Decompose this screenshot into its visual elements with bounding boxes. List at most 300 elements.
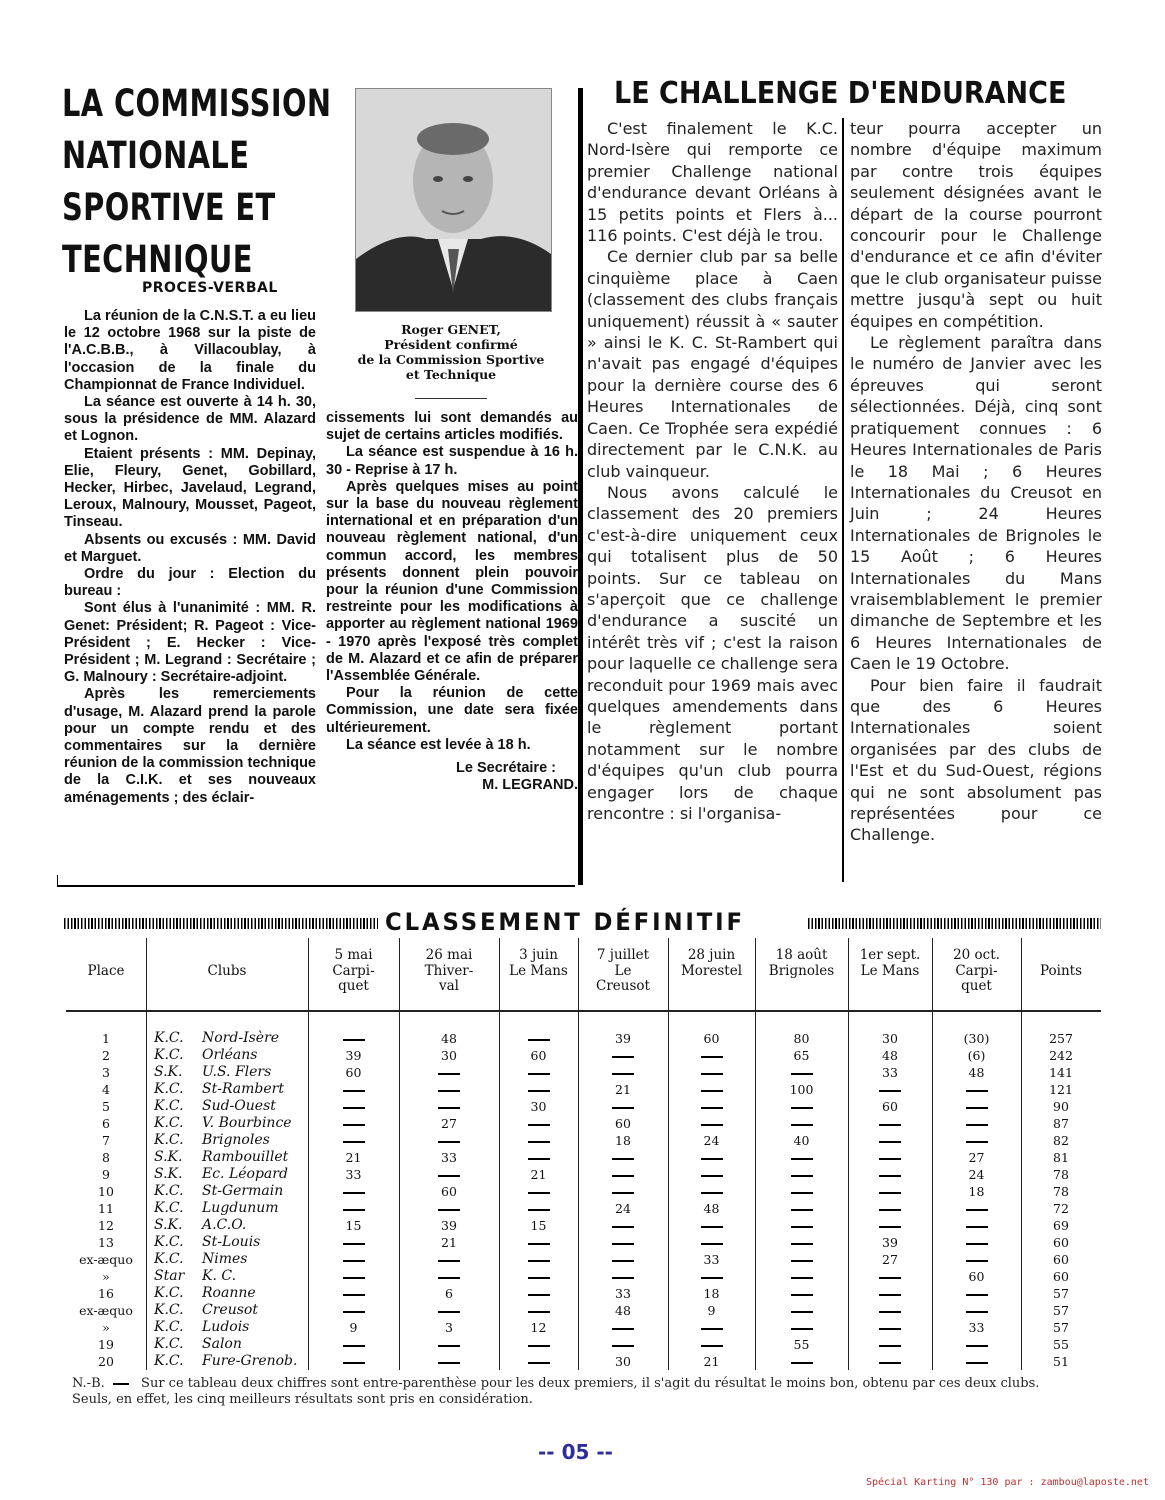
points-cell: 82	[1053, 1133, 1069, 1148]
score-cell	[399, 1336, 499, 1353]
paragraph: Pour la réunion de cette Commission, une date sera fixée ultérieurement.	[326, 685, 578, 736]
empty-dash	[528, 1158, 550, 1160]
empty-dash	[791, 1175, 813, 1177]
header-line: Place	[87, 963, 125, 979]
portrait-figure	[356, 89, 551, 311]
empty-dash	[879, 1192, 901, 1194]
caption-line: Roger GENET,	[401, 322, 501, 337]
score-cell: 80	[793, 1031, 810, 1046]
score-cell: 15	[345, 1218, 362, 1233]
score-cell: 65	[793, 1048, 810, 1063]
header-line: val	[439, 978, 459, 994]
score-cell	[578, 1336, 668, 1353]
empty-dash	[528, 1362, 550, 1364]
club-name: Creusot	[202, 1302, 258, 1318]
score-cell	[399, 1200, 499, 1217]
score-cell: 33	[882, 1065, 898, 1080]
cnst-title	[62, 78, 332, 286]
header-line: 20 oct.	[953, 947, 1000, 963]
score-cell	[308, 1098, 399, 1115]
club-name: Fure-Grenob.	[202, 1353, 298, 1369]
paragraph: teur pourra accepter un nombre d'équipe maximum par contre trois équipes seulement désignées avant le départ de la course pourront concourir pour le Challenge d'endurance et ce afin d'éviter que le club organisateur puisse mettre jusqu'à sept ou huit équipes en compétition.	[850, 119, 1102, 331]
club-prefix: S.K.	[154, 1217, 183, 1233]
empty-dash	[879, 1175, 901, 1177]
score-cell	[755, 1183, 848, 1200]
club-prefix: K.C.	[154, 1251, 184, 1267]
score-cell: 21	[530, 1167, 547, 1182]
score-cell	[308, 1234, 399, 1251]
empty-dash	[612, 1260, 634, 1262]
score-cell: 33	[615, 1286, 631, 1301]
score-cell	[499, 1081, 578, 1098]
score-cell: 60	[882, 1099, 898, 1114]
score-cell	[755, 1353, 848, 1370]
place-cell: 20	[98, 1354, 114, 1369]
score-cell	[308, 1268, 399, 1285]
place-cell: 9	[102, 1167, 110, 1182]
points-cell: 90	[1053, 1099, 1069, 1114]
club-name: Ec. Léopard	[202, 1166, 288, 1182]
score-cell: 6	[445, 1286, 453, 1301]
empty-dash	[343, 1362, 365, 1364]
empty-dash	[701, 1226, 723, 1228]
header-line: Clubs	[207, 963, 247, 979]
empty-dash	[528, 1277, 550, 1279]
empty-dash	[701, 1056, 723, 1058]
score-cell: 48	[882, 1048, 898, 1063]
points-cell: 87	[1053, 1116, 1069, 1131]
score-cell	[578, 1234, 668, 1251]
club-name: Orléans	[202, 1047, 258, 1063]
empty-dash	[438, 1345, 460, 1347]
club-name: Brignoles	[202, 1132, 270, 1148]
score-cell	[755, 1064, 848, 1081]
paragraph: Sont élus à l'unanimité : MM. R. Genet: Président; R. Pageot : Vice-Président ; E. Hecker : Vice-Président ; M. Legrand : Secrétaire ; G. Malnoury : Secrétaire-adjoint.	[64, 600, 316, 686]
score-cell	[668, 1268, 755, 1285]
score-cell: 21	[615, 1082, 631, 1097]
score-cell	[668, 1183, 755, 1200]
score-cell	[499, 1200, 578, 1217]
club-name: Salon	[202, 1336, 242, 1352]
club-prefix: K.C.	[154, 1030, 184, 1046]
score-cell: 60	[615, 1116, 631, 1131]
score-cell	[308, 1200, 399, 1217]
place-cell: »	[102, 1320, 110, 1335]
empty-dash	[879, 1362, 901, 1364]
empty-dash	[343, 1311, 365, 1313]
club-prefix: K.C.	[154, 1353, 184, 1369]
place-cell: ex-æquo	[79, 1303, 133, 1318]
points-cell: 69	[1053, 1218, 1069, 1233]
score-cell: 24	[615, 1201, 631, 1216]
score-cell	[668, 1234, 755, 1251]
club-name: K. C.	[202, 1268, 237, 1284]
club-name: Rambouillet	[202, 1149, 289, 1165]
points-cell: 72	[1053, 1201, 1069, 1216]
place-cell: 1	[102, 1031, 110, 1046]
points-cell: 81	[1053, 1150, 1069, 1165]
empty-dash	[438, 1311, 460, 1313]
points-cell: 141	[1049, 1065, 1073, 1080]
empty-dash	[966, 1311, 988, 1313]
club-name: Roanne	[202, 1285, 256, 1301]
score-cell	[755, 1268, 848, 1285]
note-text: Sur ce tableau deux chiffres sont entre-parenthèse pour les deux premiers, il s'agit du résultat le moins bon, obtenu par ces deux clubs. Seuls, en effet, les cinq meilleurs résultats sont pris en considération.	[72, 1376, 1040, 1407]
empty-dash	[701, 1073, 723, 1075]
empty-dash	[612, 1328, 634, 1330]
title-hatch-left	[64, 918, 378, 929]
column-header	[1021, 964, 1101, 980]
score-cell	[668, 1336, 755, 1353]
club-prefix: K.C.	[154, 1047, 184, 1063]
score-cell	[932, 1115, 1021, 1132]
header-line: 28 juin	[687, 947, 736, 963]
paragraph: La séance est levée à 18 h.	[346, 736, 531, 753]
cnst-column-1	[64, 308, 316, 807]
empty-dash	[612, 1345, 634, 1347]
club-name: Ludois	[202, 1319, 250, 1335]
score-cell: 39	[882, 1235, 898, 1250]
score-cell	[668, 1217, 755, 1234]
points-cell: 55	[1053, 1337, 1069, 1352]
empty-dash	[966, 1260, 988, 1262]
header-line: Le	[614, 962, 632, 979]
score-cell	[755, 1234, 848, 1251]
place-cell: 13	[98, 1235, 114, 1250]
empty-dash	[791, 1311, 813, 1313]
paragraph: Ordre du jour : Election du bureau :	[64, 566, 316, 600]
empty-dash	[879, 1294, 901, 1296]
score-cell	[399, 1081, 499, 1098]
score-cell	[932, 1081, 1021, 1098]
header-rule	[66, 1010, 1101, 1012]
score-cell	[755, 1115, 848, 1132]
empty-dash	[966, 1362, 988, 1364]
points-cell: 51	[1053, 1354, 1069, 1369]
score-cell: 39	[615, 1031, 631, 1046]
score-cell: 39	[441, 1218, 457, 1233]
header-line: 7 juillet	[596, 947, 650, 963]
score-cell	[932, 1217, 1021, 1234]
empty-dash	[791, 1260, 813, 1262]
proces-verbal-heading: PROCES-VERBAL	[142, 280, 278, 296]
empty-dash	[879, 1124, 901, 1126]
score-cell	[755, 1149, 848, 1166]
header-line: Le Mans	[509, 962, 568, 979]
empty-dash	[528, 1192, 550, 1194]
score-cell	[755, 1285, 848, 1302]
header-line: quet	[961, 978, 992, 994]
score-cell	[578, 1149, 668, 1166]
score-cell	[668, 1166, 755, 1183]
score-cell	[932, 1285, 1021, 1302]
empty-dash	[701, 1124, 723, 1126]
club-prefix: K.C.	[154, 1183, 184, 1199]
score-cell	[499, 1285, 578, 1302]
empty-dash	[791, 1243, 813, 1245]
score-cell	[668, 1081, 755, 1098]
empty-dash	[612, 1226, 634, 1228]
club-name: St-Germain	[202, 1183, 284, 1199]
score-cell	[308, 1183, 399, 1200]
score-cell: 27	[968, 1150, 985, 1165]
paragraph: cissements lui sont demandés au sujet de certains articles modifiés.	[326, 410, 578, 444]
empty-dash	[791, 1073, 813, 1075]
club-prefix: K.C.	[154, 1115, 184, 1131]
score-cell	[578, 1047, 668, 1064]
empty-dash	[791, 1158, 813, 1160]
score-cell	[308, 1081, 399, 1098]
score-cell	[578, 1319, 668, 1336]
place-cell: 12	[98, 1218, 114, 1233]
header-line: 1er sept.	[859, 947, 921, 963]
score-cell: 9	[707, 1303, 716, 1318]
article-divider	[578, 88, 583, 885]
score-cell: 39	[345, 1048, 362, 1063]
header-line: 3 juin	[519, 947, 558, 963]
score-cell: 15	[530, 1218, 547, 1233]
score-cell	[932, 1336, 1021, 1353]
score-cell: 60	[968, 1269, 985, 1284]
score-cell	[499, 1353, 578, 1370]
score-cell: 18	[615, 1133, 631, 1148]
empty-dash	[528, 1345, 550, 1347]
score-cell	[399, 1166, 499, 1183]
empty-dash	[966, 1226, 988, 1228]
column-header	[668, 948, 755, 979]
header-line: Creusot	[596, 978, 650, 994]
empty-dash	[438, 1175, 460, 1177]
club-prefix: S.K.	[154, 1149, 183, 1165]
empty-dash	[528, 1090, 550, 1092]
score-cell	[399, 1064, 499, 1081]
empty-dash	[612, 1192, 634, 1194]
empty-dash	[701, 1107, 723, 1109]
empty-dash	[343, 1090, 365, 1092]
empty-dash	[966, 1243, 988, 1245]
header-line: Carpi-	[955, 962, 998, 979]
score-cell: 33	[703, 1252, 720, 1267]
challenge-title: LE CHALLENGE D'ENDURANCE	[614, 76, 1067, 111]
empty-dash	[528, 1124, 550, 1126]
score-cell	[932, 1200, 1021, 1217]
score-cell	[578, 1064, 668, 1081]
empty-dash	[791, 1362, 813, 1364]
empty-dash	[438, 1090, 460, 1092]
header-line: quet	[338, 978, 369, 994]
cnst-column-2-paragraphs	[326, 410, 578, 754]
challenge-column-1	[587, 118, 838, 824]
empty-dash	[791, 1328, 813, 1330]
header-line: Thiver-	[424, 962, 474, 979]
score-cell	[399, 1251, 499, 1268]
column-header	[932, 948, 1021, 995]
club-prefix: K.C.	[154, 1336, 184, 1352]
score-cell	[399, 1302, 499, 1319]
empty-dash	[791, 1209, 813, 1211]
ranking-note	[72, 1376, 1072, 1408]
club-name: St-Louis	[202, 1234, 261, 1250]
score-cell	[668, 1115, 755, 1132]
score-cell: 9	[349, 1320, 358, 1335]
paragraph: Après quelques mises au point sur la base du nouveau règlement international et en préparation d'un nouveau règlement national, d'un commun accord, les membres présents donnent plein pouvoir pour la réunion d'une Commission restreinte pour les modifications à apporter au règlement national 1969 - 1970 après l'exposé très complet de M. Alazard et ce afin de préparer l'Assemblée Générale.	[326, 478, 578, 685]
score-cell: 48	[703, 1201, 720, 1216]
title-line: NATIONALE	[62, 134, 250, 177]
score-cell	[755, 1166, 848, 1183]
score-cell: 18	[703, 1286, 720, 1301]
empty-dash	[343, 1209, 365, 1211]
score-cell: 24	[968, 1167, 985, 1182]
empty-dash	[438, 1073, 460, 1075]
paragraph: Pour bien faire il faudrait que des 6 Heures Internationales soient organisées par des clubs de l'Est et du Sud-Ouest, régions qui ne sont absolument pas représentées pour ce Challenge.	[850, 675, 1102, 845]
empty-dash	[612, 1175, 634, 1177]
score-cell	[499, 1336, 578, 1353]
score-cell	[399, 1353, 499, 1370]
club-prefix: Star	[154, 1268, 185, 1284]
score-cell	[499, 1234, 578, 1251]
column-header	[66, 964, 146, 980]
note-label: N.-B.	[72, 1376, 105, 1391]
score-cell: 21	[441, 1235, 457, 1250]
empty-dash	[612, 1073, 634, 1075]
club-prefix: S.K.	[154, 1064, 183, 1080]
empty-dash	[528, 1260, 550, 1262]
points-cell: 78	[1053, 1184, 1069, 1199]
left-frame-bottom-rule	[57, 885, 575, 887]
empty-dash	[343, 1243, 365, 1245]
header-line: Carpi-	[332, 962, 375, 979]
points-cell: 60	[1053, 1252, 1069, 1267]
place-cell: 7	[102, 1133, 110, 1148]
signature-name: M. LEGRAND.	[482, 777, 578, 794]
club-prefix: K.C.	[154, 1098, 184, 1114]
portrait-photo	[355, 88, 552, 312]
column-header	[308, 948, 399, 995]
paragraph: Nous avons calculé le classement des 20 premiers c'est-à-dire uniquement ceux qui totalisent plus de 50 points. Sur ce tableau on s'aperçoit que ce challenge d'endurance a suscité un intérêt très vif ; c'est la raison pour laquelle ce challenge sera reconduit pour 1969 mais avec quelques amendements dans le règlement portant notamment sur le nombre d'équipes qu'un club pourra engager lors de chaque rencontre : si l'organisa-	[587, 482, 838, 823]
header-line: Le Mans	[860, 962, 920, 979]
points-cell: 60	[1053, 1269, 1069, 1284]
empty-dash	[528, 1311, 550, 1313]
score-cell: 40	[793, 1133, 810, 1148]
column-header	[146, 964, 308, 980]
empty-dash	[438, 1362, 460, 1364]
score-cell	[499, 1268, 578, 1285]
score-cell	[499, 1149, 578, 1166]
empty-dash	[701, 1345, 723, 1347]
paragraph: Le règlement paraîtra dans le numéro de Janvier avec les épreuves qui seront sélectionnées. Déjà, cinq sont pratiquement connues : 6 Heures Internationales de Paris le 18 Mai ; 6 Heures Internationales du Creusot en Juin ; 24 Heures Internationales de Brignoles le 15 Août ; 6 Heures Internationales du Mans vraisemblablement le premier dimanche de Septembre et les 6 Heures Internationales de Caen le 19 Octobre.	[850, 333, 1102, 674]
empty-dash	[343, 1192, 365, 1194]
score-cell	[399, 1268, 499, 1285]
score-cell	[499, 1064, 578, 1081]
challenge-column-2	[850, 118, 1102, 846]
empty-dash	[966, 1345, 988, 1347]
score-cell: 33	[968, 1320, 985, 1335]
score-cell	[308, 1302, 399, 1319]
club-prefix: K.C.	[154, 1319, 184, 1335]
signature-role: Le Secrétaire :	[456, 760, 556, 777]
place-cell: 8	[102, 1150, 110, 1165]
empty-dash	[791, 1107, 813, 1109]
club-name: St-Rambert	[202, 1081, 284, 1097]
caption-line: de la Commission Sportive	[357, 352, 545, 367]
score-cell	[499, 1132, 578, 1149]
paragraph: La séance est ouverte à 14 h. 30, sous la présidence de MM. Alazard et Lognon.	[64, 394, 316, 445]
empty-dash	[438, 1260, 460, 1262]
score-cell: 60	[345, 1065, 362, 1080]
score-cell	[578, 1166, 668, 1183]
score-cell	[755, 1098, 848, 1115]
score-cell	[308, 1353, 399, 1370]
club-name: A.C.O.	[202, 1217, 247, 1233]
score-cell	[578, 1098, 668, 1115]
score-cell	[755, 1302, 848, 1319]
club-prefix: K.C.	[154, 1081, 184, 1097]
score-cell	[399, 1098, 499, 1115]
caption-rule	[415, 398, 487, 399]
empty-dash	[879, 1158, 901, 1160]
footer-credit: Spécial Karting N° 130 par : zambou@laposte.net	[866, 1477, 1149, 1488]
place-cell: 4	[102, 1082, 110, 1097]
points-cell: 242	[1049, 1048, 1073, 1063]
score-cell	[848, 1285, 932, 1302]
score-cell	[848, 1149, 932, 1166]
score-cell: 48	[615, 1303, 631, 1318]
score-cell: 30	[615, 1354, 631, 1369]
score-cell	[308, 1115, 399, 1132]
score-cell	[308, 1030, 399, 1047]
score-cell: 21	[345, 1150, 362, 1165]
empty-dash	[343, 1039, 365, 1041]
header-line: Brignoles	[768, 962, 835, 979]
empty-dash	[879, 1311, 901, 1313]
club-name: Nord-Isère	[202, 1030, 280, 1046]
score-cell	[668, 1064, 755, 1081]
score-cell	[848, 1353, 932, 1370]
empty-dash	[879, 1090, 901, 1092]
points-cell: 57	[1053, 1303, 1069, 1318]
empty-dash	[879, 1226, 901, 1228]
score-cell	[848, 1200, 932, 1217]
place-cell: 10	[98, 1184, 114, 1199]
title-line: SPORTIVE ET	[62, 186, 276, 229]
score-cell: 60	[441, 1184, 457, 1199]
score-cell: (30)	[963, 1031, 990, 1046]
empty-dash	[966, 1107, 988, 1109]
paragraph: La séance est suspendue à 16 h. 30 - Reprise à 17 h.	[326, 444, 578, 478]
score-cell	[668, 1149, 755, 1166]
column-header	[499, 948, 578, 979]
empty-dash	[528, 1073, 550, 1075]
page-number: -- 05 --	[538, 1440, 613, 1464]
place-cell: ex-æquo	[79, 1252, 133, 1267]
score-cell	[499, 1115, 578, 1132]
empty-dash	[966, 1209, 988, 1211]
column-rule	[146, 938, 147, 1370]
challenge-column-divider	[842, 118, 844, 882]
score-cell	[578, 1268, 668, 1285]
score-cell	[848, 1336, 932, 1353]
paragraph: Absents ou excusés : MM. David et Marguet.	[64, 531, 316, 565]
points-cell: 78	[1053, 1167, 1069, 1182]
club-prefix: K.C.	[154, 1285, 184, 1301]
empty-dash	[438, 1107, 460, 1109]
empty-dash	[701, 1243, 723, 1245]
club-name: U.S. Flers	[202, 1064, 272, 1080]
caption-line: Président confirmé	[384, 337, 518, 352]
score-cell: 21	[703, 1354, 720, 1369]
place-cell: 16	[98, 1286, 114, 1301]
score-cell	[848, 1217, 932, 1234]
